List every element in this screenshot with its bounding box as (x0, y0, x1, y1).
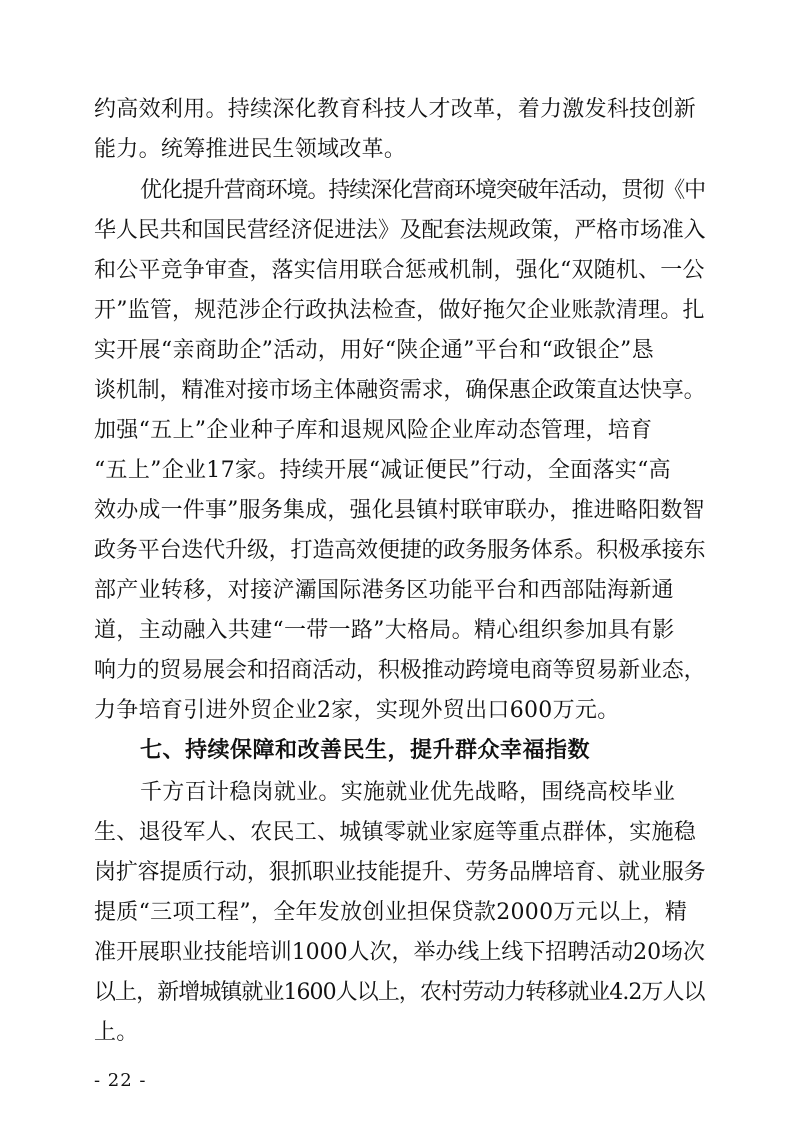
paragraph-line: 谈机制，精准对接市场主体融资需求，确保惠企政策直达快享。 (94, 378, 706, 403)
paragraph-line: 道，主动融入共建“一带一路”大格局。精心组织参加具有影 (94, 618, 675, 643)
paragraph-line: 开”监管，规范涉企行政执法检查，做好拖欠企业账款清理。扎 (94, 298, 705, 323)
paragraph-line: 约高效利用。持续深化教育科技人才改革，着力激发科技创新 (94, 97, 697, 122)
paragraph-line: 千方百计稳岗就业。实施就业优先战略，围绕高校毕业 (140, 780, 676, 805)
paragraph-line: 实开展“亲商助企”活动，用好“陕企通”平台和“政银企”恳 (94, 338, 654, 363)
paragraph-line: “五上”企业17家。持续开展“减证便民”行动，全面落实“高 (94, 458, 671, 483)
paragraph-line: 准开展职业技能培训1000人次，举办线上线下招聘活动20场次 (94, 940, 705, 965)
paragraph-line: 加强“五上”企业种子库和退规风险企业库动态管理，培育 (94, 418, 653, 443)
paragraph-line: 以上，新增城镇就业1600人以上，农村劳动力转移就业4.2万人以 (94, 980, 705, 1005)
paragraph-line: 能力。统筹推进民生领域改革。 (94, 137, 407, 162)
paragraph-line: 和公平竞争审查，落实信用联合惩戒机制，强化“双随机、一公 (94, 258, 705, 283)
paragraph-line: 部产业转移，对接浐灞国际港务区功能平台和西部陆海新通 (94, 578, 674, 603)
paragraph-line: 华人民共和国民营经济促进法》及配套法规政策，严格市场准入 (94, 218, 706, 243)
paragraph-line: 力争培育引进外贸企业2家，实现外贸出口600万元。 (94, 698, 620, 723)
page-number: - 22 - (94, 1070, 147, 1091)
paragraph-line: 优化提升营商环境。持续深化营商环境突破年活动，贯彻《中 (140, 178, 706, 203)
paragraph-line: 效办成一件事”服务集成，强化县镇村联审联办，推进略阳数智 (94, 498, 705, 523)
section-heading: 七、持续保障和改善民生，提升群众幸福指数 (140, 738, 591, 763)
paragraph-line: 响力的贸易展会和招商活动，积极推动跨境电商等贸易新业态， (94, 658, 706, 683)
paragraph-line: 生、退役军人、农民工、城镇零就业家庭等重点群体，实施稳 (94, 820, 697, 845)
paragraph-line: 提质“三项工程”，全年发放创业担保贷款2000万元以上，精 (94, 900, 688, 925)
paragraph-line: 上。 (94, 1020, 139, 1045)
paragraph-line: 岗扩容提质行动，狠抓职业技能提升、劳务品牌培育、就业服务 (94, 860, 706, 885)
paragraph-line: 政务平台迭代升级，打造高效便捷的政务服务体系。积极承接东 (94, 538, 706, 563)
